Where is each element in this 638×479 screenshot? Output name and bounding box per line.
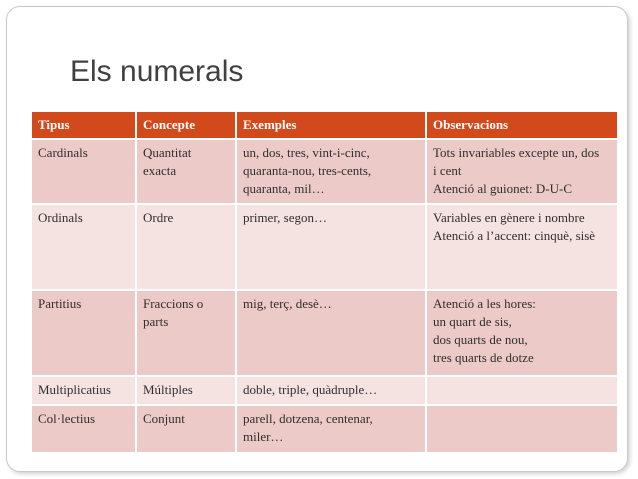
cell-exemples: parell, dotzena, centenar, miler… (236, 405, 426, 453)
cell-tipus: Ordinals (31, 204, 136, 290)
cell-exemples: mig, terç, desè… (236, 290, 426, 376)
cell-observacions: Tots invariables excepte un, dos i cent Atenció al guionet: D-U-C (426, 139, 618, 204)
cell-tipus: Cardinals (31, 139, 136, 204)
cell-exemples: primer, segon… (236, 204, 426, 290)
cell-concepte: Ordre (136, 204, 236, 290)
cell-tipus: Multiplicatius (31, 376, 136, 405)
table-row (31, 204, 618, 290)
cell-observacions: Atenció a les hores: un quart de sis, dos quarts de nou, tres quarts de dotze (426, 290, 618, 376)
cell-concepte: Conjunt (136, 405, 236, 453)
slide-title: Els numerals (70, 55, 244, 88)
header-exemples: Exemples (236, 111, 426, 139)
cell-tipus: Partitius (31, 290, 136, 376)
cell-concepte: Múltiples (136, 376, 236, 405)
header-concepte: Concepte (136, 111, 236, 139)
cell-observacions (426, 376, 618, 405)
header-observacions: Observacions (426, 111, 618, 139)
cell-concepte: Fraccions o parts (136, 290, 236, 376)
cell-exemples: doble, triple, quàdruple… (236, 376, 426, 405)
table-row (31, 376, 618, 405)
cell-observacions: Variables en gènere i nombre Atenció a l’accent: cinquè, sisè (426, 204, 618, 290)
table-row (31, 139, 618, 204)
cell-tipus: Col·lectius (31, 405, 136, 453)
table-row (31, 290, 618, 376)
table-header-row (31, 111, 618, 139)
header-tipus: Tipus (31, 111, 136, 139)
cell-exemples: un, dos, tres, vint-i-cinc, quaranta-nou, tres-cents, quaranta, mil… (236, 139, 426, 204)
numerals-table (30, 110, 619, 454)
table-row (31, 405, 618, 453)
cell-observacions (426, 405, 618, 453)
cell-concepte: Quantitat exacta (136, 139, 236, 204)
